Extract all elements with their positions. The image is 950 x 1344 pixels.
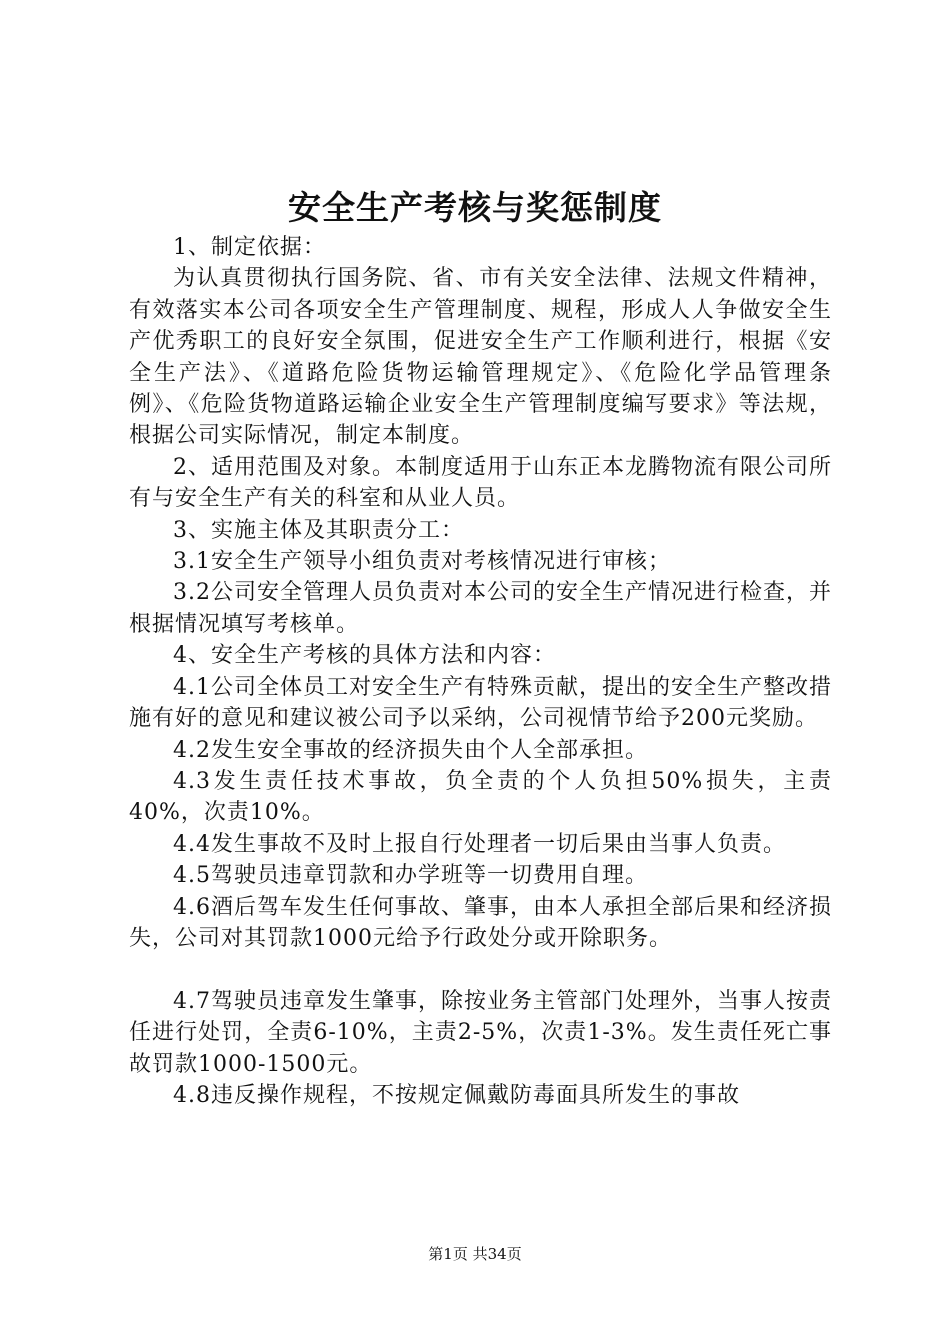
paragraph-3-1: 3.1安全生产领导小组负责对考核情况进行审核； — [173, 549, 671, 575]
paragraph-basis-content: 为认真贯彻执行国务院、省、市有关安全法律、法规文件精神，有效落实本公司各项安全生产管理制度、规程，形成人人争做安全生产优秀职工的良好安全氛围，促进安全生产工作顺利进行，根据《安全生产法》、《道路危险货物运输管理规定》、《危险化学品管理条例》、《危险货物道路运输企业安全生产管理制度编写要求》等法规，根据公司实际情况，制定本制度。 — [129, 266, 832, 449]
paragraph-4-5: 4.5驾驶员违章罚款和办学班等一切费用自理。 — [173, 863, 648, 889]
document-body — [129, 232, 832, 1111]
paragraph-4-4: 4.4发生事故不及时上报自行处理者一切后果由当事人负责。 — [173, 831, 786, 857]
paragraph-3-2: 3.2公司安全管理人员负责对本公司的安全生产情况进行检查，并根据情况填写考核单。 — [129, 580, 832, 637]
paragraph-4-8: 4.8违反操作规程，不按规定佩戴防毒面具所发生的事故 — [173, 1082, 740, 1108]
paragraph-4-3: 4.3发生责任技术事故，负全责的个人负担50%损失，主责40%，次责10%。 — [129, 768, 832, 826]
paragraph-4-2: 4.2发生安全事故的经济损失由个人全部承担。 — [173, 737, 648, 763]
page-number-footer: 第1页 共34页 — [428, 1245, 522, 1263]
paragraph-4-6: 4.6酒后驾车发生任何事故、肇事，由本人承担全部后果和经济损失，公司对其罚款1000元给予行政处分或开除职务。 — [129, 894, 832, 951]
paragraph-responsibility-heading: 3、实施主体及其职责分工： — [173, 517, 464, 543]
paragraph-4-7: 4.7驾驶员违章发生肇事，除按业务主管部门处理外，当事人按责任进行处罚，全责6-10%，主责2-5%，次责1-3%。发生责任死亡事故罚款1000-1500元。 — [129, 988, 832, 1077]
paragraph-4-1: 4.1公司全体员工对安全生产有特殊贡献，提出的安全生产整改措施有好的意见和建议被公司予以采纳，公司视情节给予200元奖励。 — [129, 674, 832, 732]
paragraph-method-heading: 4、安全生产考核的具体方法和内容： — [173, 643, 556, 669]
paragraph-scope: 2、适用范围及对象。本制度适用于山东正本龙腾物流有限公司所有与安全生产有关的科室和从业人员。 — [129, 454, 832, 512]
paragraph-basis-heading: 1、制定依据： — [173, 235, 326, 260]
document-title: 安全生产考核与奖惩制度 — [288, 188, 662, 227]
